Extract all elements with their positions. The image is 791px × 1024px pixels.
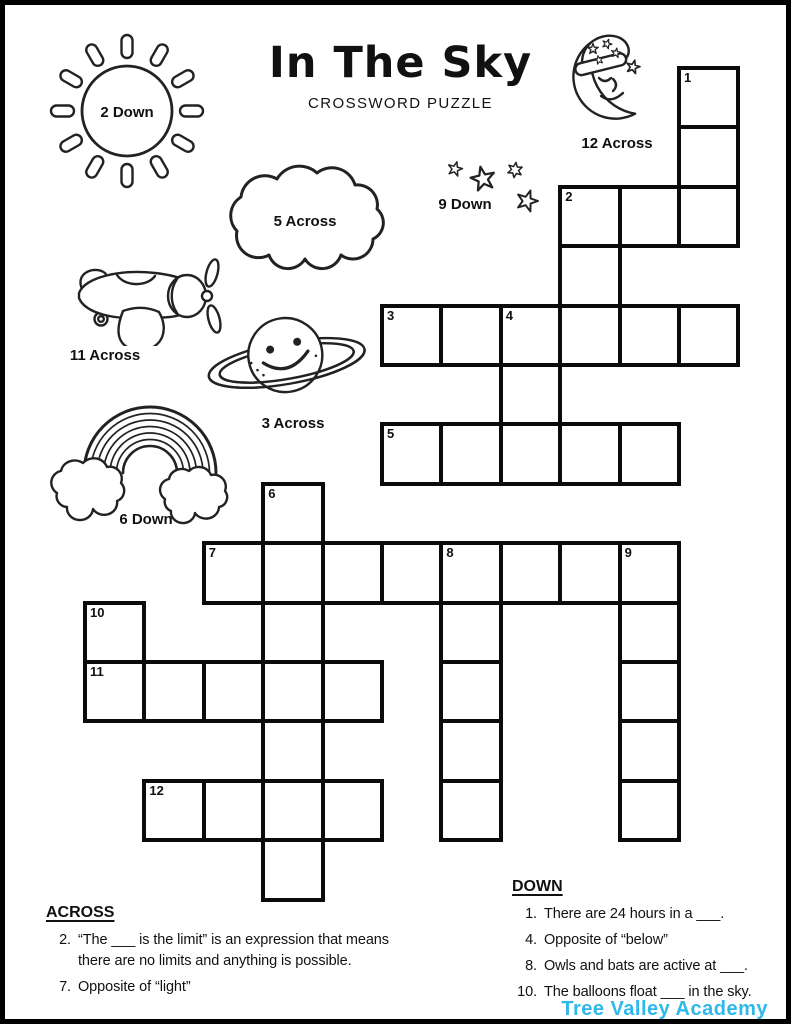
grid-cell[interactable] [83,601,146,664]
grid-cell[interactable] [439,541,502,604]
grid-cell[interactable] [202,660,265,723]
clue-text: There are 24 hours in a ___. [544,906,725,922]
airplane-clue-label: 11 Across [69,347,141,364]
grid-cell[interactable] [321,541,384,604]
sun-clue-label: 2 Down [100,104,154,121]
cell-number: 4 [505,307,514,323]
grid-cell[interactable] [618,779,681,842]
cell-number: 3 [387,307,395,323]
grid-cell[interactable] [499,541,562,604]
down-clue [511,904,791,925]
grid-cell[interactable] [499,422,562,485]
grid-cell[interactable] [142,660,205,723]
rainbow-icon [47,395,237,527]
clue-number: 4. [525,932,537,948]
grid-cell[interactable] [558,541,621,604]
grid-cell[interactable] [380,304,443,367]
cell-number: 11 [90,664,104,679]
clue-number: 2. [59,932,71,948]
grid-cell[interactable] [558,304,621,367]
grid-cell[interactable] [142,779,205,842]
page-subtitle: CROSSWORD PUZZLE [308,95,493,112]
grid-cell[interactable] [439,422,502,485]
grid-cell[interactable] [618,422,681,485]
grid-cell[interactable] [202,541,265,604]
grid-cell[interactable] [558,185,621,248]
down-clues-section [511,878,791,1008]
grid-cell[interactable] [677,66,740,129]
cell-number: 12 [149,782,164,798]
cell-number: 10 [90,604,105,620]
grid-cell[interactable] [618,660,681,723]
grid-cell[interactable] [261,779,324,842]
cell-number: 2 [565,188,573,204]
cell-number: 1 [684,70,692,85]
down-clues-list [511,904,791,1003]
grid-cell[interactable] [261,719,324,782]
grid-cell[interactable] [618,719,681,782]
grid-cell[interactable] [202,779,265,842]
grid-cell[interactable] [261,660,324,723]
grid-cell[interactable] [558,244,621,307]
clue-number: 1. [525,906,537,922]
grid-cell[interactable] [83,660,146,723]
grid-cell[interactable] [439,304,502,367]
grid-cell[interactable] [439,779,502,842]
crescent-moon-icon [561,33,661,133]
across-clues-list [45,930,475,998]
clue-number: 10. [517,984,537,1000]
grid-cell[interactable] [439,719,502,782]
cell-number: 9 [624,545,632,561]
grid-cell[interactable] [677,185,740,248]
grid-cell[interactable] [261,601,324,664]
across-clue [45,977,475,998]
clue-text: Opposite of “light” [78,979,191,995]
page-title: In The Sky [268,38,533,88]
down-clue [511,956,791,977]
clue-text: Owls and bats are active at ___. [544,958,748,974]
grid-cell[interactable] [321,660,384,723]
clue-text: “The ___ is the limit” is an expression that means there are no limits and anything is possible. [78,932,389,969]
cloud-clue-label: 5 Across [273,213,337,230]
grid-cell[interactable] [439,660,502,723]
clue-text: The balloons float ___ in the sky. [544,984,752,1000]
grid-cell[interactable] [618,601,681,664]
grid-cell[interactable] [499,363,562,426]
planet-clue-label: 3 Across [261,415,325,432]
grid-cell[interactable] [677,304,740,367]
clue-number: 8. [525,958,537,974]
grid-cell[interactable] [618,541,681,604]
grid-cell[interactable] [558,422,621,485]
across-heading: ACROSS [46,904,115,921]
moon-clue-label: 12 Across [581,135,653,152]
grid-cell[interactable] [677,125,740,188]
cell-number: 6 [268,485,276,501]
cell-number: 5 [387,426,395,442]
cell-number: 8 [446,545,454,561]
down-heading: DOWN [512,878,563,895]
across-clues-section [45,904,475,1003]
grid-cell[interactable] [439,601,502,664]
down-clue [511,930,791,951]
clue-text: Opposite of “below” [544,932,668,948]
grid-cell[interactable] [618,304,681,367]
grid-cell[interactable] [261,482,324,545]
clue-number: 7. [59,979,71,995]
grid-cell[interactable] [261,541,324,604]
cell-number: 7 [208,545,217,561]
grid-cell[interactable] [261,838,324,901]
grid-cell[interactable] [380,541,443,604]
grid-cell[interactable] [618,185,681,248]
brand: Tree Valley Academy [561,998,768,1020]
across-clue [45,930,475,972]
grid-cell[interactable] [380,422,443,485]
grid-cell[interactable] [499,304,562,367]
rainbow-clue-label: 6 Down [119,511,173,528]
stars-clue-label: 9 Down [438,196,492,213]
grid-cell[interactable] [321,779,384,842]
